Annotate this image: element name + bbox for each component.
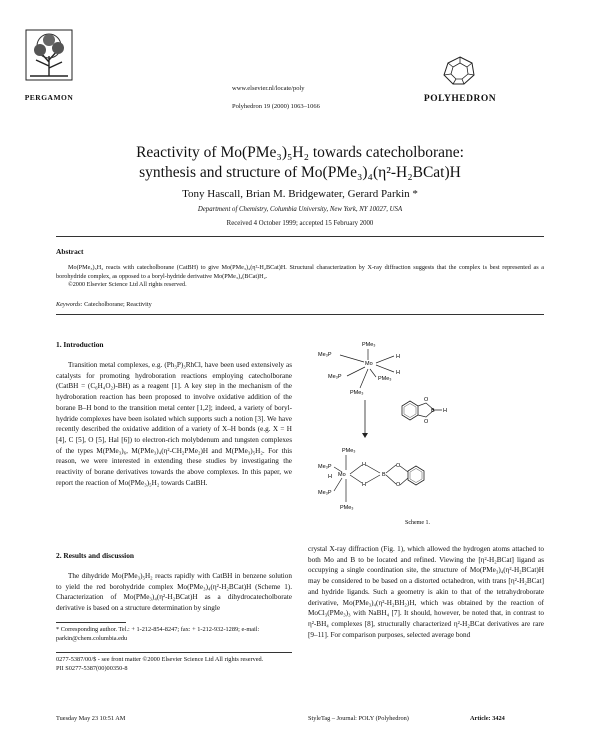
results-heading: 2. Results and discussion (56, 551, 135, 560)
scheme-label: H (362, 482, 366, 488)
scheme-drawing (310, 334, 550, 529)
abstract-bottom-rule (56, 314, 544, 315)
intro-heading: 1. Introduction (56, 340, 104, 349)
publisher-logo (18, 28, 80, 108)
keywords-label: Keywords: (56, 301, 83, 308)
pii-line: PII S0277-5387(00)00350-8 (56, 665, 128, 672)
reactant-complex (318, 342, 400, 396)
results-text: The dihydride Mo(PMe₃)₅H₂ reacts rapidly with CatBH in benzene solution to yield the red borohydride complex Mo(PMe₃)₄(η²-H₂BCat)H (Scheme 1). Characterization of Mo(PMe₃)₄(η²-H₂BCat)H as a dihydrocatecholborate derivative is based on a structure determination by single (56, 572, 292, 613)
footer-journal: StyleTag – Journal: POLY (Polyhedron) (308, 715, 409, 722)
scheme-label: Mo (365, 361, 373, 367)
scheme-label: Mo (338, 472, 346, 478)
scheme-label: H (396, 354, 400, 360)
polyhedron-icon (420, 55, 500, 87)
ids-rule (56, 652, 292, 653)
product-complex (318, 448, 424, 511)
abstract-heading: Abstract (56, 247, 84, 256)
right-column-text: crystal X-ray diffraction (Fig. 1), which allowed the hydrogen atoms attached to both Mo and B to be located and refined. Viewing the [η²-H₂BCat] ligand as occupying a single coordination site, the structure of Mo(PMe₃)₄(η²-H₂BCat)H may be considered to be based on a distorted octahedron, with trans [η²-H₂BCat] and hydride ligands. Such a geometry is akin to that of the tetrahydroborate derivative, Mo(PMe₃)₄(η²-H₂BH₂)H, which was obtained by the reaction of MoCl₃(PMe₃)₃ with NaBH₄ [7]. It should, however, be noted that, in contrast to η²-BH₄ complexes [8], structurally characterized η²-H₂BCat derivatives are rare [9–11]. For comparison purposes, selected average bond (308, 545, 544, 639)
scheme-label: PMe₃ (342, 448, 356, 454)
scheme-label: Me₃P (318, 490, 332, 496)
abstract-top-rule (56, 236, 544, 237)
arrow-head-icon (362, 433, 368, 438)
affiliation: Department of Chemistry, Columbia University, New York, NY 10027, USA (197, 206, 403, 213)
abstract-body (56, 264, 544, 290)
journal-name: POLYHEDRON (423, 94, 497, 104)
journal-url[interactable]: www.elsevier.nl/locate/poly (232, 85, 305, 92)
scheme-label: Me₃P (318, 352, 332, 358)
authors: Tony Hascall, Brian M. Bridgewater, Gerard Parkin * (182, 188, 418, 200)
scheme-label: O (396, 482, 401, 488)
scheme-label: PMe₃ (350, 390, 364, 396)
publisher-name: PERGAMON (24, 93, 74, 102)
scheme-label: H (328, 474, 332, 480)
title-line-2: synthesis and structure of Mo(PMe₃)₄(η²-H₂BCat)H (139, 164, 461, 181)
footnote: * Corresponding author. Tel.: + 1-212-854-8247; fax: + 1-212-932-1289; e-mail: parkin@chem.columbia.edu (56, 626, 260, 642)
catecholborane (402, 397, 447, 425)
scheme-label: PMe₃ (340, 505, 354, 511)
front-matter-line: 0277-5387/00/$ - see front matter ©2000 Elsevier Science Ltd All rights reserved. (56, 656, 264, 663)
journal-citation: Polyhedron 19 (2000) 1063–1066 (232, 103, 320, 110)
scheme-1 (310, 334, 550, 529)
scheme-label: H (443, 408, 447, 414)
scheme-label: Me₃P (318, 464, 332, 470)
scheme-label: O (424, 419, 429, 425)
keywords-value: Catecholborane; Reactivity (84, 301, 152, 308)
footer-date: Tuesday May 23 10:51 AM (56, 715, 126, 722)
elsevier-tree-icon (18, 28, 80, 86)
footer-article: Article: 3424 (470, 715, 505, 722)
received-dates: Received 4 October 1999; accepted 15 February 2000 (226, 220, 374, 227)
scheme-label: PMe₃ (378, 376, 392, 382)
abstract-copyright: ©2000 Elsevier Science Ltd All rights reserved. (68, 281, 187, 289)
journal-logo (420, 55, 500, 104)
scheme-label: H (396, 370, 400, 376)
title-line-1: Reactivity of Mo(PMe₃)₅H₂ towards catecholborane: (136, 144, 464, 161)
scheme-label: O (424, 397, 429, 403)
scheme-label: B (431, 408, 435, 414)
scheme-label: H (362, 462, 366, 468)
scheme-label: Me₃P (328, 374, 342, 380)
intro-text: Transition metal complexes, e.g. (Ph₃P)₃RhCl, have been used extensively as catalysts for promoting hydroboration reactions employing catecholborane (CatBH = (C₆H₄O₂)-BH) as a reagent [1]. A key step in the mechanism of the hydroboration reaction has been proposed to involve oxidative addition of the borane B–H bond to the transition metal center [1,2]; indeed, a variety of boryl-hydride complexes have been isolated which supports such a notion [3]. We have recently described the oxidative addition of a variety of X–H bonds (e.g. X = H [4], C [5], O [5], Hal [6]) to electron-rich molybdenum and tungsten complexes of the types M(PMe₃)₆, M(PMe₃)₄(η²-CH₂PMe₂)H and M(PMe₃)₅H₂. For this reason, we were interested in extending these studies by investigating the reactivity of borane derivatives towards the above complexes. In this paper, we report the reaction of Mo(PMe₃)₅H₂ towards CatBH. (56, 361, 292, 487)
abstract-text: Mo(PMe₃)₅H₂ reacts with catecholborane (CatBH) to give Mo(PMe₃)₄(η²-H₂BCat)H. Structural characterization by X-ray diffraction suggests that the complex is best represented as a borohydride complex, as opposed to a boryl-hydride derivative Mo(PMe₃)₄(BCat)H₂. (56, 264, 544, 280)
scheme-label: PMe₃ (362, 342, 376, 348)
scheme-caption: Scheme 1. (405, 520, 430, 526)
scheme-label: B (382, 472, 386, 478)
article-title (60, 143, 540, 183)
scheme-label: O (396, 463, 401, 469)
footnote-rule (56, 622, 126, 623)
keywords (56, 301, 152, 310)
